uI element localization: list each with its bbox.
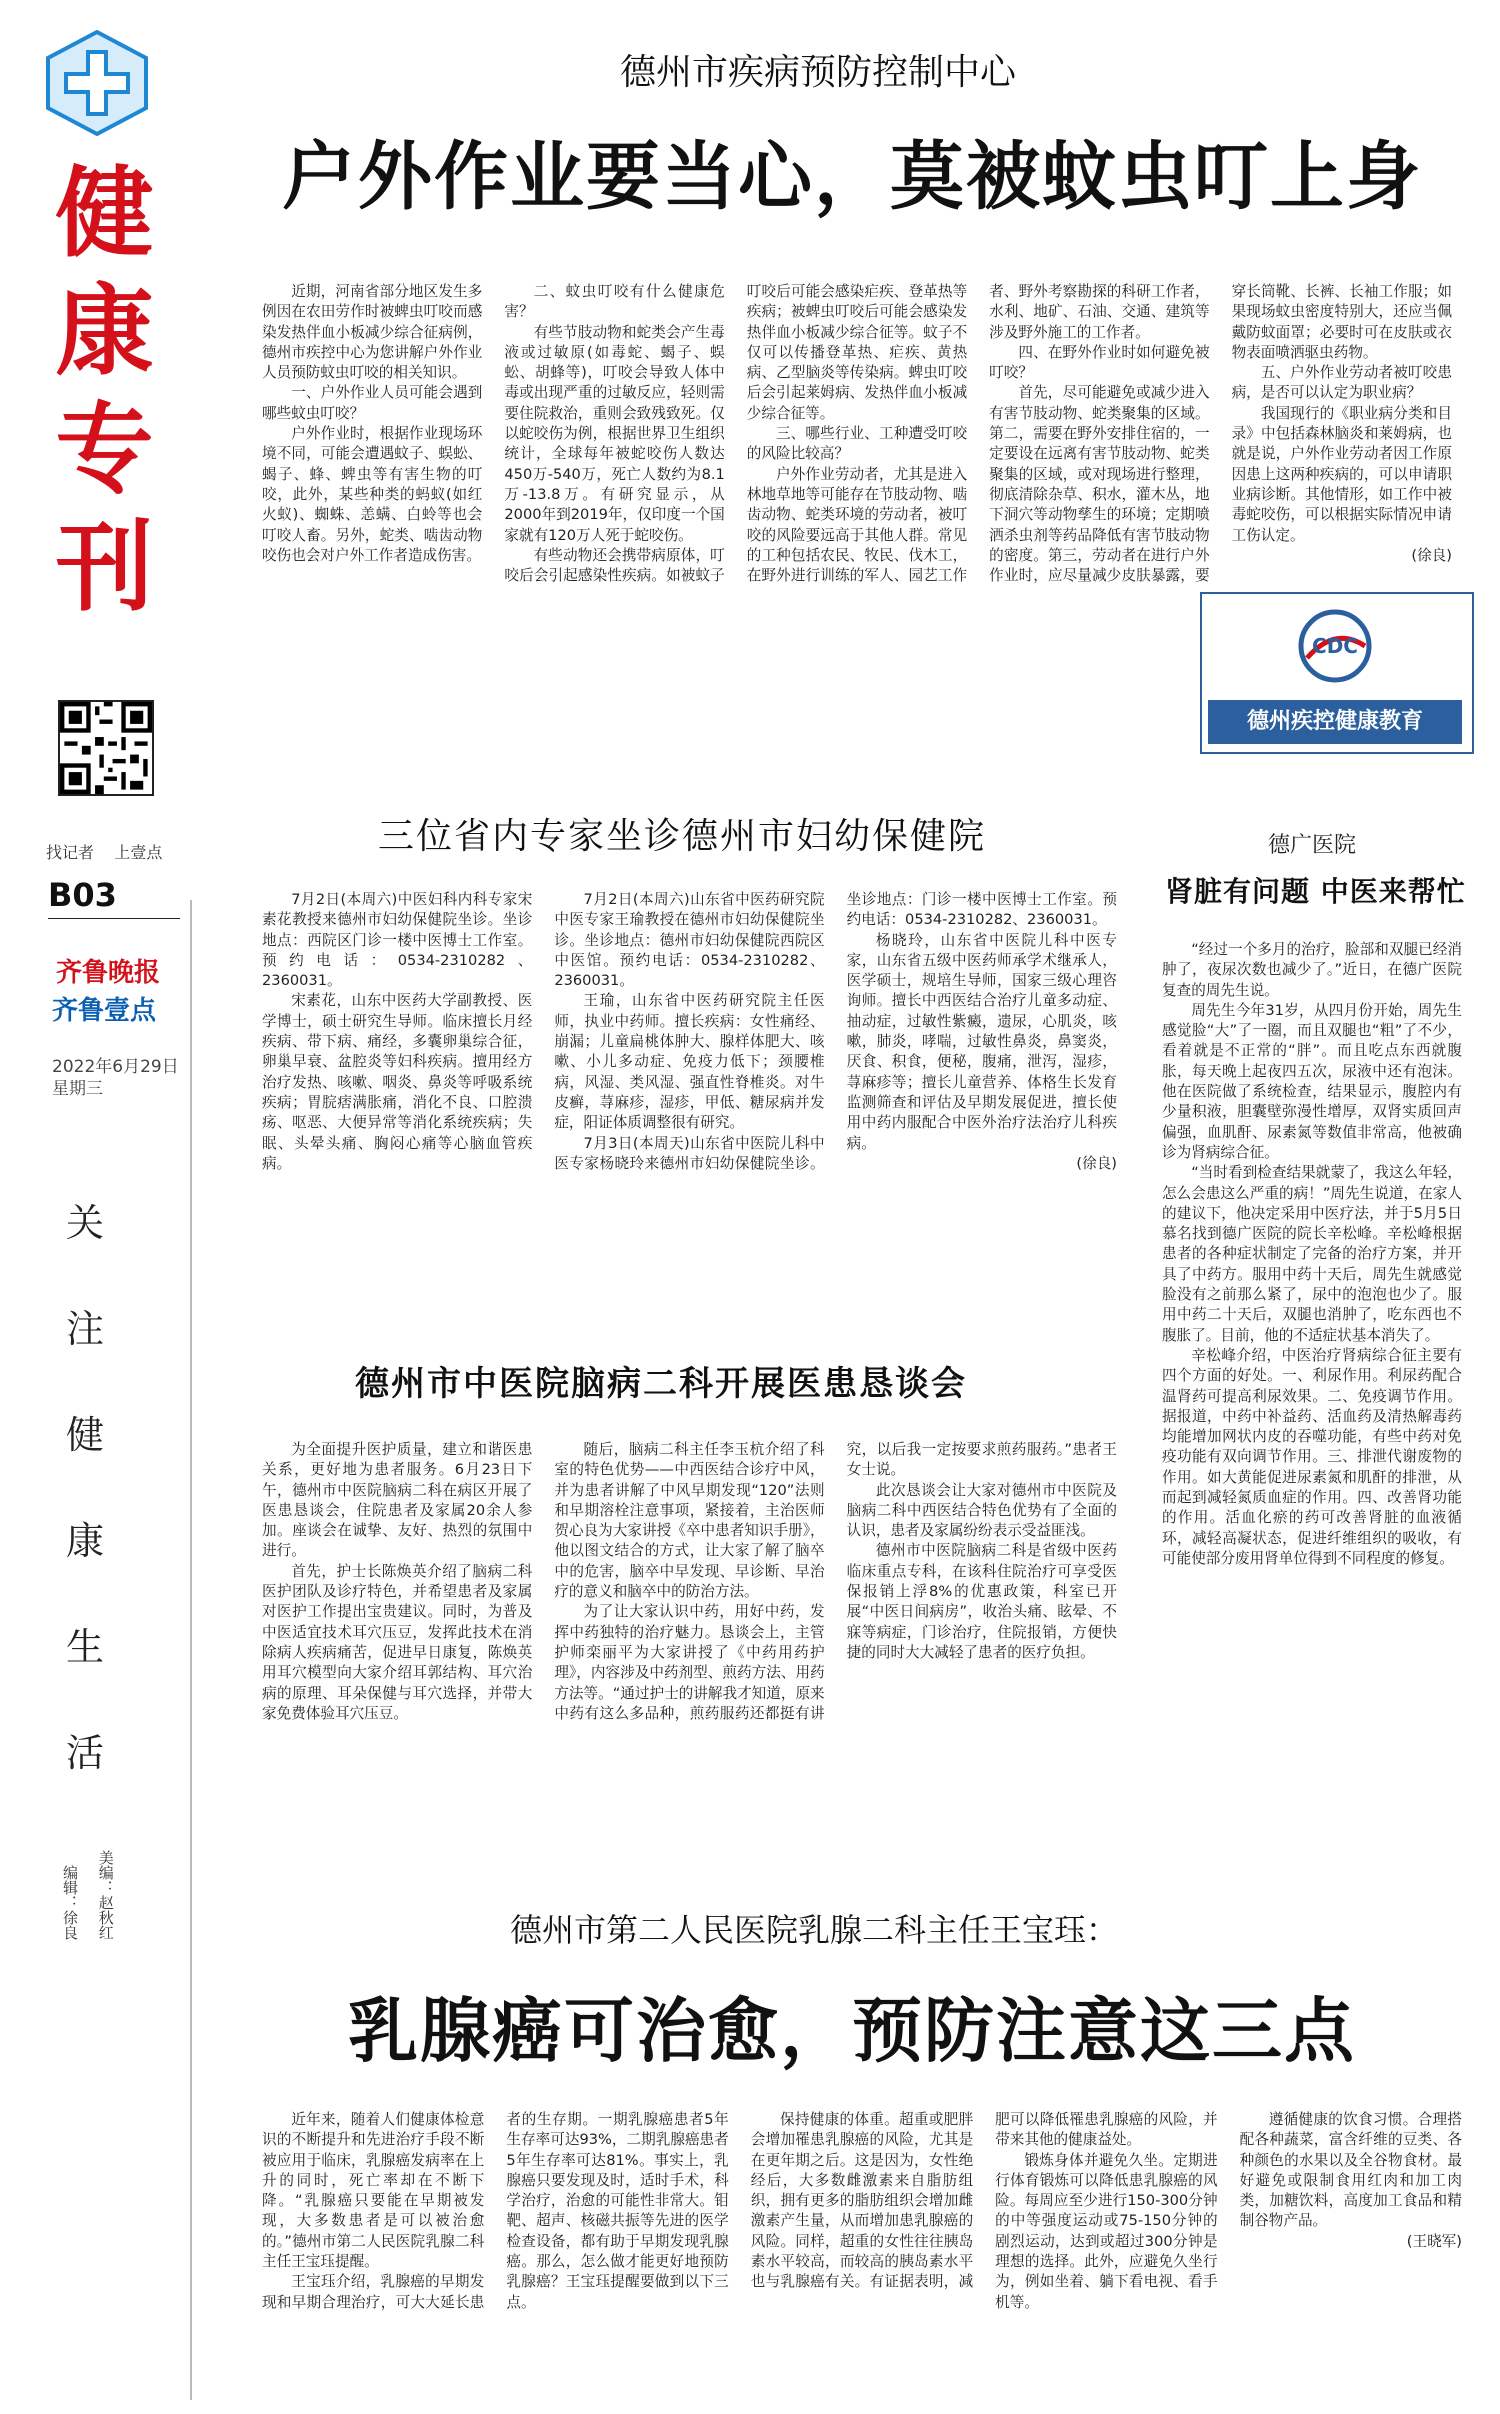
article1-paragraph: 二、蚊虫叮咬有什么健康危害？ [504, 283, 725, 321]
article4-headline[interactable]: 肾脏有问题 中医来帮忙 [1165, 875, 1466, 908]
vertical-label-char: 康 [65, 1519, 104, 1563]
medical-cross-icon [42, 28, 152, 138]
article5-headline[interactable]: 乳腺癌可治愈，预防注意这三点 [348, 1990, 1356, 2072]
publication-date: 2022年6月29日 [52, 1057, 179, 1077]
article1-paragraph: 有些动物还会携带病原体，叮咬后会引起感染性疾病。如被蚊子叮咬后可能会感染疟疾、登革热等疾病；被蜱虫叮咬后可能会感染发热伴血小板减少综合征等。蚊子不仅可以传播登革热、疟疾、黄热病、乙型脑炎等传染病。蜱虫叮咬后会引起莱姆病、发热伴血小板减少综合征等。 [504, 283, 968, 585]
article2-byline: (徐良) [1076, 1154, 1117, 1172]
article1-paragraph: 一、户外作业人员可能会遇到哪些蚊虫叮咬？ [262, 384, 483, 422]
article1-kicker: 德州市疾病预防控制中心 [620, 52, 1017, 93]
article4-body [1162, 940, 1462, 1840]
article4-paragraph: 辛松峰介绍，中医治疗肾病综合征主要有四个方面的好处。一、利尿作用。利尿药配合温肾药可提高利尿效果。二、免疫调节作用。据报道，中药中补益药、活血药及清热解毒药均能增加网状内皮的吞噬功能，有些中药对免疫功能有双向调节作用。三、排泄代谢废物的作用。如大黄能促进尿素氮和肌酐的排泄，从而起到减轻氮质血症的作用。四、改善肾功能的作用。活血化瘀的药可改善肾脏的血液循环，减轻高凝状态，促进纤维组织的吸收，有可能使部分废用肾单位得到不同程度的修复。 [1162, 1346, 1462, 1567]
article3-paragraph: 首先，护士长陈焕英介绍了脑病二科医护团队及诊疗特色，并希望患者及家属对医护工作提出宝贵建议。同时，为普及中医适宜技术耳穴压豆，发挥此技术在消除病人疾病痛苦，促进早日康复，陈焕英用耳穴模型向大家介绍耳郭结构、耳穴治病的原理、耳朵保健与耳穴选择，并带大家免费体验耳穴压豆。 [262, 1562, 533, 1722]
article1-byline: (徐良) [1411, 546, 1452, 564]
vertical-label-char: 活 [65, 1731, 104, 1775]
article5-paragraph: 近年来，随着人们健康体检意识的不断提升和先进治疗手段不断被应用于临床，乳腺癌发病率在上升的同时，死亡率却在不断下降。“乳腺癌只要能在早期被发现，大多数患者是可以被治愈的。”德州市第二人民医院乳腺二科主任王宝珏提醒。 [262, 2111, 485, 2271]
article3-paragraph: 随后，脑病二科主任李玉杭介绍了科室的特色优势——中西医结合诊疗中风，并为患者讲解了中风早期发现“120”法则和早期溶栓注意事项，紧接着，主治医师贺心良为大家讲授《卒中患者知识手册》，他以图文结合的方式，让大家了解了脑卒中的危害，脑卒中早发现、早诊断、早治疗的意义和脑卒中的防治方法。 [554, 1441, 825, 1601]
page-number-rule [48, 918, 180, 919]
vertical-column-label [55, 1170, 115, 1806]
article3-paragraph: 为了让大家认识中药，用好中药，发挥中药独特的治疗魅力。恳谈会上，主管护师栾丽平为大家讲授了《中药用药护理》，内容涉及中药剂型、煎药方法、用药方法等。“通过护士的讲解我才知道，原来中药有这么多品种，煎药服药还都挺有讲究，以后我一定按要求煎药服药。”患者王女士说。 [554, 1441, 1117, 1722]
article5-paragraph: 王宝珏介绍，乳腺癌的早期发现和早期合理治疗，可大大延长患者的生存期。一期乳腺癌患者5年生存率可达93%，二期乳腺癌患者5年生存率可达81%。事实上，乳腺癌只要发现及时，适时手术，科学治疗，治愈的可能性非常大。钼靶、超声、核磁共振等先进的医学检查设备，都有助于早期发现乳腺癌。那么，怎么做才能更好地预防乳腺癌？王宝珏提醒要做到以下三点。 [262, 2111, 729, 2311]
article3-paragraph: 德州市中医院脑病二科是省级中医药临床重点专科，在该科住院治疗可享受医保报销上浮8%的优惠政策，科室已开展“中医日间病房”，收治头痛、眩晕、不寐等病症，门诊治疗，住院报销，方便快捷的同时大大减轻了患者的医疗负担。 [846, 1542, 1117, 1661]
qr-caption-right: 上壹点 [114, 843, 163, 862]
article1-paragraph: 有些节肢动物和蛇类会产生毒液或过敏原(如毒蛇、蝎子、蜈蚣、胡蜂等)，叮咬会导致人体中毒或出现严重的过敏反应，轻则需要住院救治，重则会致残致死。仅以蛇咬伤为例，根据世界卫生组织统计，全球每年被蛇咬伤人数达450万-540万，死亡人数约为8.1万-13.8万。有研究显示，从2000年到2019年，仅印度一个国家就有120万人死于蛇咬伤。 [504, 323, 725, 544]
article2-paragraph: 7月2日(本周六)中医妇科内科专家宋素花教授来德州市妇幼保健院坐诊。坐诊地点：西院区门诊一楼中医博士工作室。预约电话：0534-2310282、2360031。 [262, 891, 533, 990]
cdc-logo-icon [1295, 606, 1375, 686]
section-title-char: 康 [55, 275, 154, 389]
article1-paragraph: 三、哪些行业、工种遭受叮咬的风险比较高？ [746, 425, 968, 463]
cdc-logo-label: 德州疾控健康教育 [1208, 700, 1462, 744]
article4-paragraph: “经过一个多月的治疗，脸部和双腿已经消肿了，夜尿次数也减少了。”近日，在德广医院复查的周先生说。 [1162, 941, 1462, 999]
section-title-char: 刊 [55, 511, 154, 625]
article5-paragraph: 保持健康的体重。超重或肥胖会增加罹患乳腺癌的风险，尤其是在更年期之后。这是因为，女性绝经后，大多数雌激素来自脂肪组织，拥有更多的脂肪组织会增加雌激素产生量，从而增加患乳腺癌的风险。同样，超重的女性往往胰岛素水平较高，而较高的胰岛素水平也与乳腺癌有关。有证据表明，减肥可以降低罹患乳腺癌的风险，并带来其他的健康益处。 [750, 2111, 1218, 2291]
article3-body [262, 1440, 1117, 1840]
article2-paragraph: 宋素花，山东中医药大学副教授、医学博士，硕士研究生导师。临床擅长月经疾病、带下病、痛经，多囊卵巢综合征，卵巢早衰、盆腔炎等妇科疾病。擅用经方治疗发热、咳嗽、咽炎、鼻炎等呼吸系统疾病；胃脘痞满胀痛，消化不良、口腔溃疡、呕恶、大便异常等消化系统疾病；失眠、头晕头痛、胸闷心痛等心脑血管疾病。 [262, 992, 533, 1172]
qr-caption-left: 找记者 [46, 843, 95, 862]
article1-paragraph: 首先，尽可能避免或减少进入有害节肢动物、蛇类聚集的区域。第二，需要在野外安排住宿的，一定要设在远离有害节肢动物、蛇类聚集的区域，或对现场进行整理，彻底清除杂草、积水，灌木丛，地下洞穴等动物孳生的环境；定期喷洒杀虫剂等药品降低有害节肢动物的密度。第三，劳动者在进行户外作业时，应尽量减少皮肤暴露，要穿长筒靴、长裤、长袖工作服；如果现场蚊虫密度特别大，还应当佩戴防蚊面罩；必要时可在皮肤或衣物表面喷洒驱虫药物。 [989, 283, 1452, 585]
article2-paragraph: 7月3日(本周天)山东省中医院儿科中医专家杨晓玲来德州市妇幼保健院坐诊。坐诊地点：门诊一楼中医博士工作室。预约电话：0534-2310282、2360031。 [554, 891, 1117, 1172]
article5-kicker: 德州市第二人民医院乳腺二科主任王宝珏： [510, 1911, 1119, 1949]
article2-paragraph: 7月2日(本周六)山东省中医药研究院中医专家王瑜教授在德州市妇幼保健院坐诊。坐诊地点：德州市妇幼保健院西院区中医馆。预约电话：0534-2310282、2360031。 [554, 891, 825, 990]
vertical-label-char: 注 [65, 1307, 104, 1351]
page-number: B03 [48, 876, 117, 914]
cdc-logo-mark: CDC [1312, 634, 1358, 658]
article3-paragraph: 此次恳谈会让大家对德州市中医院及脑病二科中西医结合特色优势有了全面的认识，患者及家属纷纷表示受益匪浅。 [846, 1481, 1117, 1540]
vertical-label-char: 关 [65, 1201, 104, 1245]
section-title-char: 专 [55, 393, 154, 507]
article5-body [262, 2110, 1462, 2400]
vertical-label-char: 健 [65, 1413, 104, 1457]
article4-kicker: 德广医院 [1268, 833, 1357, 858]
vertical-label-char: 生 [65, 1625, 104, 1669]
credits [60, 1850, 180, 2010]
article1-paragraph: 近期，河南省部分地区发生多例因在农田劳作时被蜱虫叮咬而感染发热伴血小板减少综合征病例，德州市疾控中心为您讲解户外作业人员预防蚊虫叮咬的相关知识。 [262, 283, 483, 382]
brand-bottom: 齐鲁壹点 [52, 996, 157, 1026]
article2-body [262, 890, 1117, 1280]
article3-headline[interactable]: 德州市中医院脑病二科开展医患恳谈会 [355, 1364, 967, 1404]
section-title [52, 155, 157, 627]
article2-paragraph: 王瑜，山东省中医药研究院主任医师，执业中药师。擅长疾病：女性痛经、崩漏；儿童扁桃体肿大、腺样体肥大、咳嗽、小儿多动症、免疫力低下；颈腰椎病，风湿、类风湿、强直性脊椎炎。对牛皮癣，荨麻疹，湿疹，甲低、糖尿病并发症，阳证体质调整很有研究。 [554, 992, 825, 1132]
article4-paragraph: “当时看到检查结果就蒙了，我这么年轻，怎么会患这么严重的病！”周先生说道，在家人的建议下，他决定采用中医疗法，并于5月5日慕名找到德广医院的院长辛松峰。辛松峰根据患者的各种症状制定了完备的治疗方案，并开具了中药方。服用中药十天后，周先生就感觉脸没有之前那么紧了，尿中的泡泡也少了。服用中药二十天后，双腿也消肿了，吃东西也不腹胀了。目前，他的不适症状基本消失了。 [1162, 1164, 1462, 1344]
article1-paragraph: 五、户外作业劳动者被叮咬患病，是否可以认定为职业病？ [1231, 364, 1452, 402]
article5-paragraph: 遵循健康的饮食习惯。合理搭配各种蔬菜，富含纤维的豆类、各种颜色的水果以及全谷物食材。最好避免或限制食用红肉和加工肉类，加糖饮料，高度加工食品和精制谷物产品。 [1239, 2111, 1462, 2230]
brand-top: 齐鲁晚报 [56, 958, 161, 988]
article2-paragraph: 杨晓玲，山东省中医院儿科中医专家，山东省五级中医药师承学术继承人，医学硕士，规培生导师，国家三级心理咨询师。擅长中西医结合治疗儿童多动症、抽动症，过敏性紫癜，遗尿，心肌炎，咳嗽，肺炎，哮喘，过敏性鼻炎，鼻窦炎，厌食、积食，便秘，腹痛，泄泻，湿疹，荨麻疹等；擅长儿童营养、体格生长发育监测筛查和评估及早期发展促进，擅长使用中药内服配合中医外治疗法治疗儿科疾病。 [846, 931, 1117, 1152]
article1-paragraph: 四、在野外作业时如何避免被叮咬？ [989, 343, 1210, 382]
article1-paragraph: 我国现行的《职业病分类和目录》中包括森林脑炎和莱姆病，也就是说，户外作业劳动者因工作原因患上这两种疾病的，可以申请职业病诊断。其他情形，如工作中被毒蛇咬伤，可以根据实际情况申请工伤认定。 [1231, 404, 1452, 544]
article5-byline: (王晓军) [1406, 2232, 1462, 2250]
article2-headline[interactable]: 三位省内专家坐诊德州市妇幼保健院 [378, 816, 987, 857]
publication-weekday: 星期三 [52, 1079, 103, 1099]
article3-paragraph: 为全面提升医护质量，建立和谐医患关系，更好地为患者服务。6月23日下午，德州市中医院脑病二科在病区开展了医患恳谈会，住院患者及家属20余人参加。座谈会在诚挚、友好、热烈的氛围中进行。 [262, 1441, 533, 1560]
article1-paragraph: 户外作业时，根据作业现场环境不同，可能会遭遇蚊子、蜈蚣、蝎子、蜂、蜱虫等有害生物的叮咬，此外，某些种类的蚂蚁(如红火蚁)、蜘蛛、恙螨、白蛉等也会叮咬人畜。另外，蛇类、啮齿动物咬伤也会对户外工作者造成伤害。 [262, 425, 483, 564]
article1-paragraph: 户外作业劳动者，尤其是进入林地草地等可能存在节肢动物、啮齿动物、蛇类环境的劳动者，被叮咬的风险要远高于其他人群。常见的工种包括农民、牧民、伐木工，在野外进行训练的军人、园艺工作者、野外考察勘探的科研工作者，水利、地矿、石油、交通、建筑等涉及野外施工的工作者。 [746, 283, 1210, 585]
qr-caption [46, 840, 176, 863]
article4-paragraph: 周先生今年31岁，从四月份开始，周先生感觉脸“大”了一圈，而且双腿也“粗”了不少，看着就是不正常的“胖”。而且吃点东西就腹胀，每天晚上起夜四五次，尿液中还有泡沫。他在医院做了系统检查，结果显示，腹腔内有少量积液，胆囊壁弥漫性增厚，双肾实质回声偏强，血肌酐、尿素氮等数值非常高，他被确诊为肾病综合征。 [1162, 1001, 1462, 1161]
qr-code-icon[interactable] [58, 700, 154, 796]
credit-art: 美编：赵秋红 [96, 1850, 115, 1940]
section-title-char: 健 [55, 157, 154, 271]
article5-paragraph: 锻炼身体并避免久坐。定期进行体育锻炼可以降低患乳腺癌的风险。每周应至少进行150-300分钟的中等强度运动或75-150分钟的剧烈运动，达到或超过300分钟是理想的选择。此外，应避免久坐行为，例如坐着、躺下看电视、看手机等。 [995, 2151, 1218, 2311]
sidebar-divider [190, 900, 192, 2400]
article1-headline[interactable]: 户外作业要当心，莫被蚊虫叮上身 [282, 134, 1422, 220]
credit-editor: 编辑：徐良 [61, 1865, 79, 1940]
